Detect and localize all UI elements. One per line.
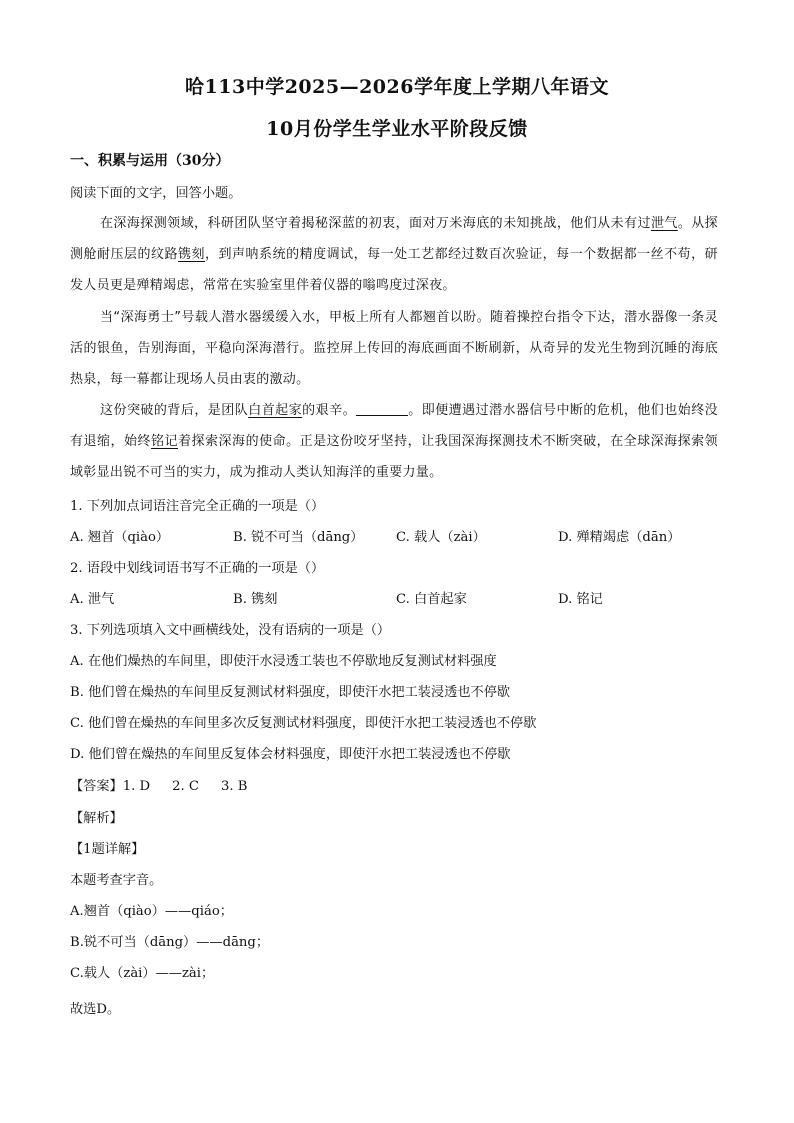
question-2-option-c: C. 白首起家 [396,592,467,607]
question-1-detail-tag: 【1题详解】 [70,842,145,857]
answer-tag: 【答案】 [70,779,123,794]
question-2-option-a: A. 泄气 [70,592,115,607]
section-heading: 一、积累与运用（30分） [70,153,230,169]
analysis-conclusion: 故选D。 [70,1002,121,1017]
question-3-option-b: B. 他们曾在燥热的车间里反复测试材料强度，即使汗水把工装浸透也不停歇 [70,685,511,700]
question-1-option-c: C. 载人（zài） [396,530,486,545]
exam-title: 哈113中学2025—2026学年度上学期八年语文 [185,76,609,98]
question-2-option-d: D. 铭记 [558,592,603,607]
answer-item: 1. D [122,779,151,794]
question-3-option-c: C. 他们曾在燥热的车间里多次反复测试材料强度，即使汗水把工装浸透也不停歇 [70,716,537,731]
underlined-word: 镌刻 [178,247,206,263]
question-1-option-d: D. 殚精竭虑（dān） [558,530,681,545]
question-3-option-d: D. 他们曾在燥热的车间里反复体会材料强度，即使汗水把工装浸透也不停歇 [70,747,511,762]
question-2-stem: 2. 语段中划线词语书写不正确的一项是（） [70,561,325,576]
passage-paragraph-2: 当“深海勇士”号载人潜水器缓缓入水，甲板上所有人都翘首以盼。随着操控台指令下达，潜水器像一条灵活的银鱼，告别海面，平稳向深海潜行。监控屏上传回的海底画面不断刷新，从奇异的发光生物到沉睡的海底热泉，每一幕都让现场人员由衷的激动。 [70,310,718,388]
answer-item: 3. B [220,779,248,794]
question-3-option-a: A. 在他们燥热的车间里，即使汗水浸透工装也不停歇地反复测试材料强度 [70,654,497,669]
fill-blank [356,401,408,416]
question-2-option-b: B. 镌刻 [233,592,278,607]
exam-subtitle: 10月份学生学业水平阶段反馈 [266,118,528,140]
analysis-line: B.锐不可当（dāng）——dāng； [70,935,270,950]
question-1-stem: 1. 下列加点词语注音完全正确的一项是（） [70,499,325,514]
question-3-stem: 3. 下列选项填入文中画横线处，没有语病的一项是（） [70,623,391,638]
passage-paragraph-1: 在深海探测领域，科研团队坚守着揭秘深蓝的初衷，面对万米海底的未知挑战，他们从未有过泄气。从探测舱耐压层的纹路镌刻，到声呐系统的精度调试，每一处工艺都经过数百次验证，每一个数据都一丝不苟，研发人员更是殚精竭虑，常常在实验室里伴着仪器的嗡鸣度过深夜。 [70,216,718,294]
analysis-line: A.翘首（qiào）——qiáo； [70,904,233,919]
question-1-option-b: B. 锐不可当（dāng） [233,530,364,545]
underlined-word: 泄气 [650,216,678,231]
analysis-tag: 【解析】 [70,811,123,826]
underlined-word: 铭记 [151,434,179,450]
reading-instruction: 阅读下面的文字，回答小题。 [70,186,242,201]
passage-paragraph-3: 这份突破的背后，是团队白首起家的艰辛。 。即便遭遇过潜水器信号中断的危机，他们也始终没有退缩，始终铭记着探索深海的使命。正是这份咬牙坚持，让我国深海探测技术不断突破，在全球深海探索领域彰显出锐不可当的实力，成为推动人类认知海洋的重要力量。 [70,403,718,481]
analysis-line: 本题考查字音。 [70,873,163,888]
answer-line [70,775,247,794]
question-1-option-a: A. 翘首（qiào） [70,530,170,545]
analysis-line: C.载人（zài）——zài； [70,966,215,981]
answer-item: 2. C [172,779,199,794]
underlined-word: 白首起家 [248,403,303,418]
